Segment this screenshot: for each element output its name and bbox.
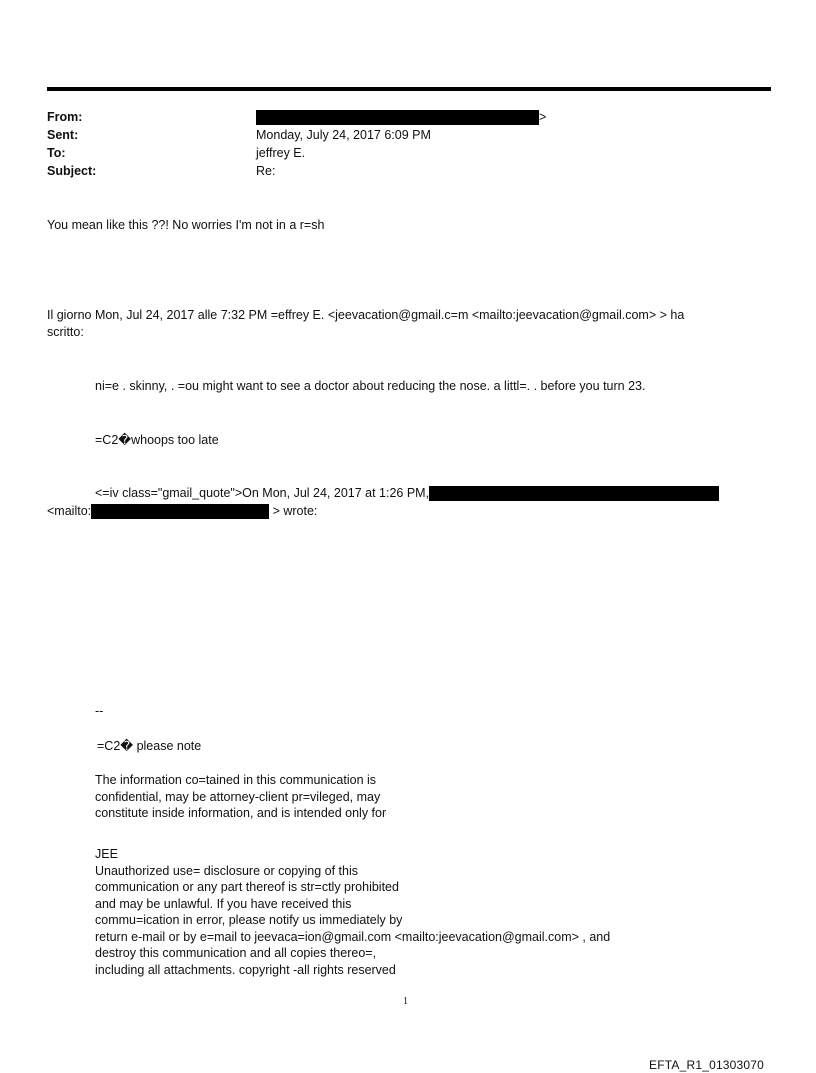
disclaimer-line: destroy this communication and all copies thereo=,: [95, 946, 377, 960]
redaction-box: [91, 504, 269, 519]
disclaimer-line: The information co=tained in this communication is: [95, 773, 377, 787]
quote-line-2: =C2�whoops too late: [95, 433, 219, 447]
disclaimer-line: return e-mail or by e=mail to jeevaca=ion@gmail.com <mailto:jeevacation@gmail.com> , and: [95, 929, 611, 944]
disclaimer-line: and may be unlawful. If you have received this: [95, 896, 352, 911]
header-rule: [47, 87, 771, 91]
quote-intro-line-2: scritto:: [47, 325, 84, 339]
sent-label: Sent:: [47, 128, 79, 142]
disclaimer-line: Unauthorized use= disclosure or copying of this: [95, 863, 358, 878]
quote-line-3: [95, 485, 719, 501]
wrote-text: > wrote:: [269, 504, 318, 518]
disclaimer-line: including all attachments. copyright -all rights reserved: [95, 962, 396, 977]
from-suffix: >: [539, 110, 547, 124]
mailto-prefix: <mailto:: [47, 504, 92, 518]
to-label: To:: [47, 146, 66, 160]
disclaimer-line: confidential, may be attorney-client pr=vileged, may: [95, 789, 381, 804]
disclaimer-line: commu=ication in error, please notify us immediately by: [95, 913, 403, 927]
subject-label: Subject:: [47, 164, 97, 178]
disclaimer-line: JEE: [95, 847, 118, 861]
signature-note: =C2� please note: [97, 739, 202, 753]
quote-intro-line-1: Il giorno Mon, Jul 24, 2017 alle 7:32 PM =effrey E. <jeevacation@gmail.c=m <mailto:jeevacation@gmail.com> > ha: [47, 308, 685, 322]
page-number: 1: [403, 996, 408, 1007]
signature-dash: --: [95, 704, 104, 718]
to-value: jeffrey E.: [256, 146, 306, 160]
disclaimer-block-1: [95, 772, 386, 822]
quote-line-4: [47, 503, 317, 519]
sent-value: Monday, July 24, 2017 6:09 PM: [256, 128, 431, 142]
from-value: [256, 108, 546, 126]
from-label: From:: [47, 110, 83, 124]
quote-line-1: ni=e . skinny, . =ou might want to see a doctor about reducing the nose. a littl=. . before you turn 23.: [95, 379, 646, 393]
body-line-1: You mean like this ??! No worries I'm not in a r=sh: [47, 218, 325, 232]
disclaimer-block-2: [95, 846, 610, 978]
redaction-box: [429, 486, 719, 501]
disclaimer-line: communication or any part thereof is str=ctly prohibited: [95, 880, 399, 894]
disclaimer-line: constitute inside information, and is intended only for: [95, 806, 387, 820]
redaction-box: [256, 110, 539, 125]
gmail-quote-text: <=iv class="gmail_quote">On Mon, Jul 24, 2017 at 1:26 PM,: [95, 486, 430, 500]
document-id: EFTA_R1_01303070: [649, 1058, 765, 1072]
subject-value: Re:: [256, 164, 276, 178]
